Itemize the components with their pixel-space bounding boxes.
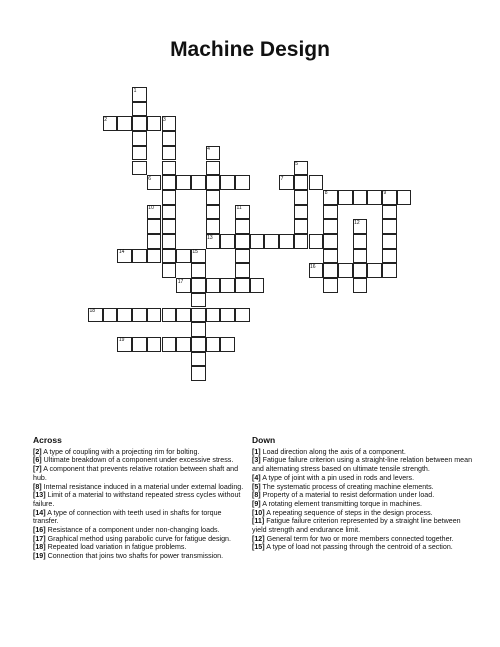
clue-text: A type of joint with a pin used in rods and levers. [260, 473, 415, 482]
grid-cell[interactable] [309, 234, 324, 249]
grid-cell[interactable] [294, 219, 309, 234]
grid-cell[interactable] [353, 278, 368, 293]
grid-cell[interactable] [117, 308, 132, 323]
down-clue [252, 535, 474, 544]
grid-cell[interactable] [176, 337, 191, 352]
grid-cell[interactable] [132, 146, 147, 161]
clue-number-label: [7] [33, 465, 42, 474]
grid-cell[interactable] [382, 263, 397, 278]
down-clue [252, 448, 474, 457]
grid-cell[interactable] [220, 337, 235, 352]
grid-cell[interactable] [132, 161, 147, 176]
clue-number: 13 [207, 234, 213, 241]
grid-cell[interactable] [132, 308, 147, 323]
clue-text: Limit of a material to withstand repeated stress cycles without failure. [33, 491, 241, 508]
grid-cell[interactable] [294, 190, 309, 205]
grid-cell[interactable] [323, 278, 338, 293]
grid-cell[interactable] [147, 219, 162, 234]
down-clue [252, 543, 474, 552]
grid-cell[interactable] [162, 219, 177, 234]
grid-cell[interactable] [294, 205, 309, 220]
clue-text: Repeated load variation in fatigue problems. [45, 543, 187, 552]
grid-cell[interactable] [235, 219, 250, 234]
grid-cell[interactable] [132, 249, 147, 264]
grid-cell[interactable] [294, 234, 309, 249]
clue-number-label: [17] [33, 534, 46, 543]
clue-number-label: [6] [33, 456, 42, 465]
grid-cell[interactable] [162, 249, 177, 264]
clue-number: 3 [163, 116, 166, 123]
down-clue-list [252, 448, 474, 552]
grid-cell[interactable] [338, 190, 353, 205]
clue-number-label: [14] [33, 508, 46, 517]
clue-text: Fatigue failure criterion using a straight-line relation between mean and alternating stress based on ultimate tensile strength. [252, 456, 473, 474]
clue-number-label: [12] [252, 534, 265, 543]
grid-cell[interactable] [162, 234, 177, 249]
grid-cell[interactable] [323, 234, 338, 249]
clue-number: 4 [207, 146, 210, 153]
grid-cell[interactable] [206, 161, 221, 176]
grid-cell[interactable] [206, 175, 221, 190]
clue-number: 5 [295, 161, 299, 167]
grid-cell[interactable] [162, 263, 177, 278]
grid-cell[interactable] [162, 205, 177, 220]
across-heading: Across [33, 435, 62, 445]
clue-text: The systematic process of creating machine elements. [260, 482, 434, 491]
down-clue [252, 517, 474, 534]
clue-text: Internal resistance induced in a material under external loading. [41, 482, 244, 491]
grid-cell[interactable] [162, 175, 177, 190]
grid-cell[interactable] [353, 234, 368, 249]
across-clue-list [33, 448, 245, 561]
across-clue [33, 543, 245, 552]
clue-text: Load direction along the axis of a component. [260, 447, 406, 456]
grid-cell[interactable] [235, 234, 250, 249]
clue-number: 2 [104, 116, 107, 123]
clue-number-label: [5] [252, 482, 261, 491]
grid-cell[interactable] [323, 205, 338, 220]
grid-cell[interactable] [147, 116, 162, 131]
grid-cell[interactable] [338, 263, 353, 278]
clue-number-label: [9] [252, 499, 261, 508]
clue-number: 7 [280, 175, 284, 182]
grid-cell[interactable] [191, 175, 206, 190]
clue-number: 1 [133, 87, 137, 94]
grid-cell[interactable] [220, 234, 235, 249]
across-clue [33, 491, 245, 508]
grid-cell[interactable] [191, 308, 206, 323]
grid-cell[interactable] [220, 278, 235, 293]
clue-number: 11 [236, 205, 242, 212]
across-clue [33, 456, 245, 465]
grid-cell[interactable] [132, 131, 147, 146]
grid-cell[interactable] [206, 205, 221, 220]
grid-cell[interactable] [191, 366, 206, 381]
across-clue [33, 535, 245, 544]
down-clue [252, 456, 474, 473]
grid-cell[interactable] [191, 352, 206, 367]
clue-number: 6 [148, 175, 152, 182]
across-clue [33, 526, 245, 535]
grid-cell[interactable] [103, 308, 118, 323]
grid-cell[interactable] [206, 190, 221, 205]
clue-number: 12 [354, 219, 360, 226]
grid-cell[interactable] [397, 190, 412, 205]
grid-cell[interactable] [176, 175, 191, 190]
grid-cell[interactable] [220, 308, 235, 323]
grid-cell[interactable] [162, 146, 177, 161]
clue-text: Property of a material to resist deformation under load. [260, 491, 435, 500]
grid-cell[interactable] [147, 249, 162, 264]
clue-number: 9 [383, 190, 387, 197]
grid-cell[interactable] [206, 278, 221, 293]
clue-text: Connection that joins two shafts for power transmission. [45, 552, 224, 561]
clue-text: Ultimate breakdown of a component under excessive stress. [41, 456, 234, 465]
grid-cell[interactable] [162, 161, 177, 176]
across-clue [33, 552, 245, 561]
clue-number-label: [16] [33, 526, 46, 535]
clue-number: 8 [324, 190, 328, 197]
grid-cell[interactable] [382, 234, 397, 249]
clue-text: A rotating element transmitting torque in machines. [260, 499, 422, 508]
clue-number-label: [1] [252, 447, 261, 456]
clue-number: 17 [177, 278, 184, 285]
grid-cell[interactable] [176, 308, 191, 323]
grid-cell[interactable] [353, 263, 368, 278]
grid-cell[interactable] [191, 263, 206, 278]
clue-number-label: [2] [33, 447, 42, 456]
clue-number-label: [3] [252, 456, 261, 465]
clue-number-label: [8] [252, 491, 261, 500]
down-heading: Down [252, 435, 276, 445]
grid-cell[interactable] [382, 249, 397, 264]
grid-cell[interactable] [206, 337, 221, 352]
grid-cell[interactable] [191, 322, 206, 337]
grid-cell[interactable] [206, 308, 221, 323]
clue-text: General term for two or more members connected together. [264, 534, 454, 543]
grid-cell[interactable] [191, 293, 206, 308]
grid-cell[interactable] [264, 234, 279, 249]
grid-cell[interactable] [132, 102, 147, 117]
grid-cell[interactable] [323, 263, 338, 278]
clue-text: A repeating sequence of steps in the design process. [264, 508, 433, 517]
grid-cell[interactable] [132, 337, 147, 352]
grid-cell[interactable] [250, 234, 265, 249]
grid-cell[interactable] [220, 175, 235, 190]
grid-cell[interactable] [279, 234, 294, 249]
grid-cell[interactable] [235, 249, 250, 264]
grid-cell[interactable] [162, 190, 177, 205]
grid-cell[interactable] [206, 219, 221, 234]
grid-cell[interactable] [162, 308, 177, 323]
clue-text: A type of load not passing through the centroid of a section. [264, 543, 453, 552]
clue-number-label: [19] [33, 552, 46, 561]
grid-cell[interactable] [250, 278, 265, 293]
down-clue [252, 500, 474, 509]
grid-cell[interactable] [353, 249, 368, 264]
grid-cell[interactable] [117, 116, 132, 131]
clue-number-label: [18] [33, 543, 46, 552]
down-clue [252, 491, 474, 500]
grid-cell[interactable] [176, 249, 191, 264]
clue-number-label: [8] [33, 482, 42, 491]
grid-cell[interactable] [382, 219, 397, 234]
grid-cell[interactable] [367, 263, 382, 278]
grid-cell[interactable] [382, 205, 397, 220]
page-title: Machine Design [170, 38, 330, 61]
down-clue [252, 483, 474, 492]
grid-cell[interactable] [294, 175, 309, 190]
clue-number-label: [11] [252, 517, 265, 526]
down-clues [252, 436, 474, 552]
clue-text: A type of coupling with a projecting rim for bolting. [41, 447, 200, 456]
grid-cell[interactable] [323, 249, 338, 264]
clue-number: 15 [192, 249, 198, 256]
clue-number-label: [13] [33, 491, 46, 500]
grid-cell[interactable] [191, 337, 206, 352]
across-clue [33, 465, 245, 482]
grid-cell[interactable] [147, 337, 162, 352]
grid-cell[interactable] [367, 190, 382, 205]
grid-cell[interactable] [162, 337, 177, 352]
across-clue [33, 509, 245, 526]
grid-cell[interactable] [132, 116, 147, 131]
grid-cell[interactable] [353, 190, 368, 205]
clue-number-label: [15] [252, 543, 265, 552]
clue-number-label: [10] [252, 508, 265, 517]
clue-number: 14 [118, 249, 125, 256]
clue-text: A type of connection with teeth used in shafts for torque transfer. [33, 508, 222, 526]
clue-number-label: [4] [252, 473, 261, 482]
grid-cell[interactable] [235, 263, 250, 278]
down-clue [252, 474, 474, 483]
clue-number: 19 [118, 337, 125, 344]
grid-cell[interactable] [235, 175, 250, 190]
across-clues [33, 436, 245, 561]
clue-text: A component that prevents relative rotation between shaft and hub. [33, 465, 239, 482]
grid-cell[interactable] [235, 308, 250, 323]
clue-text: Resistance of a component under non-changing loads. [45, 526, 220, 535]
down-clue [252, 509, 474, 518]
grid-cell[interactable] [162, 131, 177, 146]
clue-number: 16 [310, 263, 316, 270]
grid-cell[interactable] [147, 308, 162, 323]
grid-cell[interactable] [147, 234, 162, 249]
clue-number: 18 [89, 308, 96, 314]
clue-text: Graphical method using parabolic curve for fatigue design. [45, 534, 231, 543]
grid-cell[interactable] [191, 278, 206, 293]
grid-cell[interactable] [235, 278, 250, 293]
grid-cell[interactable] [309, 175, 324, 190]
grid-cell[interactable] [323, 219, 338, 234]
clue-number: 10 [148, 205, 154, 212]
across-clue [33, 448, 245, 457]
clue-text: Fatigue failure criterion represented by a straight line between yield strength and endurance limit. [252, 517, 461, 535]
across-clue [33, 483, 245, 492]
